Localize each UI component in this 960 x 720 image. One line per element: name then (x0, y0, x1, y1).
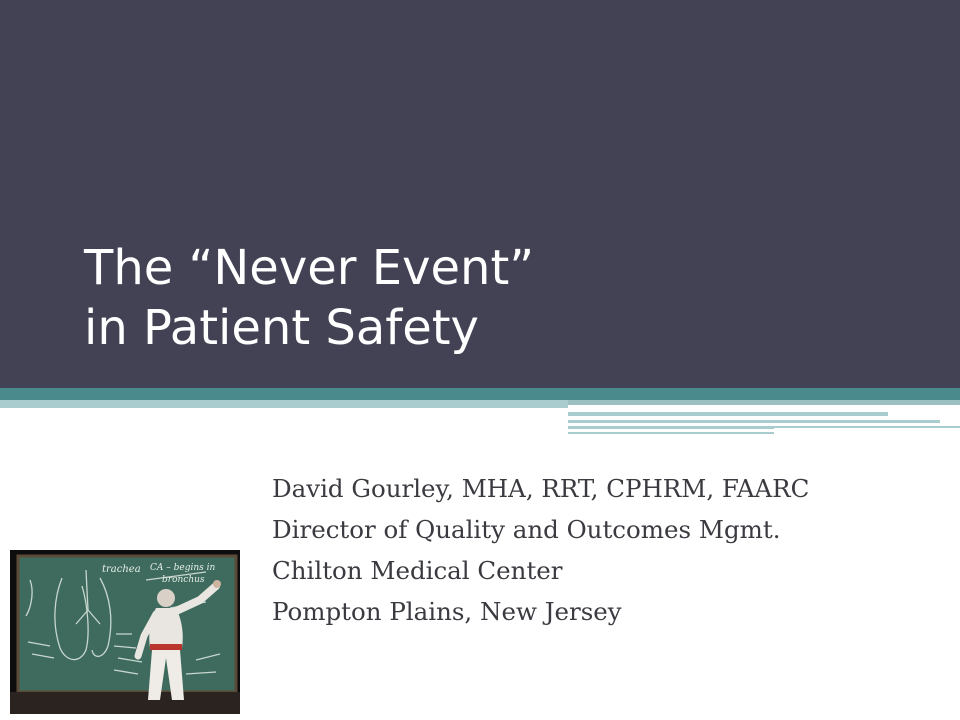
presenter-info (272, 468, 952, 632)
slide-title (84, 238, 924, 358)
presenter-name: David Gourley, MHA, RRT, CPHRM, FAARC (272, 474, 810, 503)
chalk-text-trachea: trachea (102, 564, 141, 575)
thin-stripe-5 (774, 426, 960, 428)
thin-stripe-4 (568, 432, 774, 434)
accent-stripes (0, 388, 960, 448)
presenter-role: Director of Quality and Outcomes Mgmt. (272, 515, 781, 544)
light-teal-stripe-left (0, 400, 568, 408)
presenter-location: Pompton Plains, New Jersey (272, 597, 622, 626)
teal-stripe (0, 388, 960, 400)
thin-stripe-1 (568, 412, 888, 416)
chalk-text-line-2: bronchus (162, 575, 205, 585)
title-line-2: in Patient Safety (84, 300, 479, 356)
thin-stripe-2 (568, 420, 940, 423)
lecturer-at-chalkboard-photo (10, 550, 240, 714)
light-teal-stripe-right (568, 400, 960, 405)
presenter-organization: Chilton Medical Center (272, 556, 563, 585)
lecturer-illustration (10, 550, 240, 714)
chalk-text-line-1: CA – begins in (150, 563, 216, 573)
title-line-1: The “Never Event” (84, 240, 535, 296)
thin-stripe-3 (568, 426, 774, 429)
